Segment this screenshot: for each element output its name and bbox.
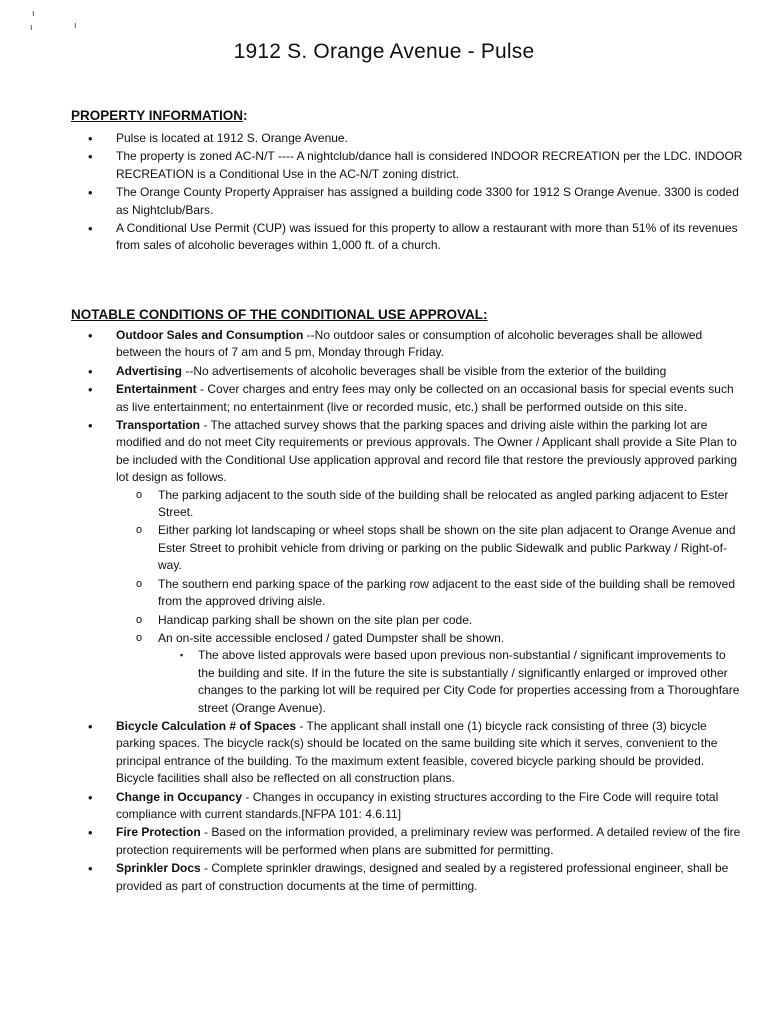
sub-item <box>136 630 743 717</box>
condition-label: Sprinkler Docs <box>116 861 201 876</box>
condition-label: Fire Protection <box>116 825 201 840</box>
condition-text: --No advertisements of alcoholic beverages shall be visible from the exterior of the building <box>182 363 667 378</box>
condition-text: - Cover charges and entry fees may only be collected on an occasional basis for special events such as live entertainment; no entertainment (live or recorded music, etc.) shall be performed outside on this site. <box>116 382 734 414</box>
property-information-heading: PROPERTY INFORMATION: <box>71 108 248 123</box>
scan-artifact: ı <box>32 8 35 18</box>
condition-text: --No outdoor sales or consumption of alcoholic beverages shall be allowed between the hours of 7 am and 5 pm, Monday through Friday. <box>116 328 703 360</box>
sub-item: o Either parking lot landscaping or wheel stops shall be shown on the site plan adjacent to Orange Avenue and Ester Street to prohibit vehicle from driving or parking on the public Sidewalk and public Parkway / Right-of-way. <box>136 522 743 574</box>
condition-outdoor-sales <box>88 327 743 362</box>
condition-text: - The attached survey shows that the parking spaces and driving aisle within the parking lot are modified and do not meet City requirements or previous approvals. The Owner / Applicant shall provide a Site Plan to be included with the Conditional Use application approval and record file that restore the previously approved parking lot design as follows. <box>116 418 738 485</box>
condition-transportation <box>88 417 743 717</box>
transportation-sublist <box>116 487 743 717</box>
sub-item-text: An on-site accessible enclosed / gated Dumpster shall be shown. <box>158 630 505 645</box>
condition-text: - Complete sprinkler drawings, designed and sealed by a registered professional engineer, shall be provided as part of construction documents at the time of permitting. <box>116 861 729 893</box>
condition-text: - Changes in occupancy in existing structures according to the Fire Code will require total compliance with current standards.[NFPA 101: 4.6.11] <box>116 789 719 821</box>
condition-advertising <box>88 363 743 380</box>
condition-sprinkler-docs <box>88 860 743 895</box>
conditions-list <box>88 327 743 896</box>
sub-item: o The parking adjacent to the south side of the building shall be relocated as angled parking adjacent to Ester Street. <box>136 487 743 522</box>
note-item: ▪ The above listed approvals were based upon previous non-substantial / significant improvements to the building and site. If in the future the site is substantially / significantly enlarged or improved other changes to the parking lot will be required per City Code for properties accessing from a Thoroughfare street (Orange Avenue). <box>176 647 743 717</box>
notable-conditions-heading: NOTABLE CONDITIONS OF THE CONDITIONAL USE APPROVAL: <box>71 307 488 322</box>
condition-text: - Based on the information provided, a preliminary review was performed. A detailed review of the fire protection requirements will be performed when plans are submitted for permitting. <box>116 825 741 857</box>
condition-label: Advertising <box>116 363 183 378</box>
condition-bicycle <box>88 718 743 788</box>
condition-label: Bicycle Calculation # of Spaces <box>116 718 297 733</box>
list-item: • The Orange County Property Appraiser has assigned a building code 3300 for 1912 S Orange Avenue. 3300 is coded as Nightclub/Bars. <box>88 184 743 219</box>
condition-label: Outdoor Sales and Consumption <box>116 328 304 342</box>
condition-label: Entertainment <box>116 382 197 397</box>
list-item: • The property is zoned AC-N/T ---- A nightclub/dance hall is considered INDOOR RECREATION per the LDC. INDOOR RECREATION is a Conditional Use in the AC-N/T zoning district. <box>88 148 743 183</box>
scan-artifact: ı <box>30 22 33 32</box>
page-title: 1912 S. Orange Avenue - Pulse <box>233 40 535 63</box>
sub-item: o The southern end parking space of the parking row adjacent to the east side of the building shall be removed from the approved driving aisle. <box>136 576 743 611</box>
condition-text: - The applicant shall install one (1) bicycle rack consisting of three (3) bicycle parking spaces. The bicycle rack(s) should be located on the same building site which it serves, convenient to the principal entrance of the building. To the maximum extent feasible, covered bicycle parking should be provided. Bicycle facilities shall also be reflected on all construction plans. <box>116 718 718 786</box>
property-information-list <box>88 130 743 256</box>
condition-occupancy <box>88 789 743 824</box>
list-item: • A Conditional Use Permit (CUP) was issued for this property to allow a restaurant with more than 51% of its revenues from sales of alcoholic beverages within 1,000 ft. of a church. <box>88 220 743 255</box>
list-item: • Pulse is located at 1912 S. Orange Avenue. <box>88 130 743 147</box>
condition-label: Change in Occupancy <box>116 789 243 804</box>
sub-item: o Handicap parking shall be shown on the site plan per code. <box>136 612 743 629</box>
condition-label: Transportation <box>116 418 201 433</box>
condition-entertainment <box>88 381 743 416</box>
scan-artifact: ı <box>74 20 77 30</box>
transportation-note-list <box>158 647 743 717</box>
condition-fire-protection <box>88 824 743 859</box>
